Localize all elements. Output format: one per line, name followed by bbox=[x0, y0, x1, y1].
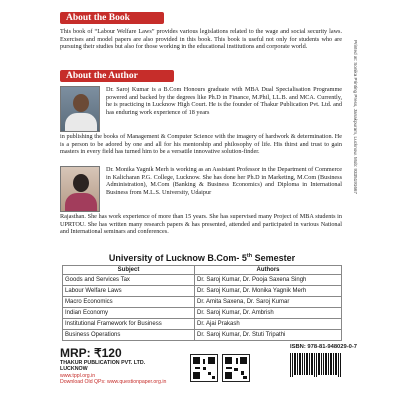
mrp-price: MRP: ₹120 bbox=[60, 346, 122, 360]
subjects-table bbox=[62, 265, 342, 341]
header-subject: Subject bbox=[63, 266, 195, 275]
about-author-heading: About the Author bbox=[60, 70, 174, 82]
table-title-suffix: Semester bbox=[252, 253, 296, 263]
authors-cell: Dr. Saroj Kumar, Dr. Ambrish bbox=[195, 308, 342, 319]
table-row bbox=[63, 308, 342, 319]
footer-publisher-block bbox=[60, 346, 200, 385]
table-row bbox=[63, 297, 342, 308]
authors-cell: Dr. Saroj Kumar, Dr. Monika Yagnik Merh bbox=[195, 286, 342, 297]
printer-side-text: Printed at: Sonika Printing Press, Janakpuram, Lucknow. Mob: 9335191667 bbox=[353, 40, 358, 194]
subject-cell: Indian Economy bbox=[63, 308, 195, 319]
author2-bio-continued: Rajasthan. She has work experience of more than 15 years. She has supervised many Project of MBA students in UPRTOU. She has written many research papers & has presented, attended and participated in various National and International seminars and conferences. bbox=[60, 213, 342, 236]
table-header-row bbox=[63, 266, 342, 275]
publisher-city: LUCKNOW bbox=[60, 366, 88, 373]
qr-code-icon[interactable] bbox=[222, 354, 250, 382]
barcode-icon bbox=[288, 352, 344, 382]
about-book-heading: About the Book bbox=[60, 12, 164, 24]
table-row bbox=[63, 286, 342, 297]
table-title-prefix: University of Lucknow B.Com- 5 bbox=[108, 253, 247, 263]
website-link[interactable]: www.tppl.org.in bbox=[60, 372, 96, 379]
author1-bio-continued: in publishing the books of Management & Computer Science with the imagery of hardwork & determination. He is a person to be adored by one and all for his mentorship and philosophy of life. His thirst and trust to gain masters in every field has turned him to be a versatile innovative solution-finder. bbox=[60, 133, 342, 156]
authors-cell: Dr. Saroj Kumar, Dr. Pooja Saxena Singh bbox=[195, 275, 342, 286]
author1-bio: Dr. Saroj Kumar is a B.Com Honours graduate with MBA Dual Specialisation Programme powered and backed by the degrees like Ph.D in Finance, M.Phil, LL.B. and MCA. Currently, he is practicing in Lucknow High Court. He is the founder of Thakur Publication Pvt. Ltd. and has enduring work experience of 18 years bbox=[106, 86, 342, 116]
isbn-label: ISBN: 978-81-948029-0-7 bbox=[290, 344, 358, 350]
table-row bbox=[63, 275, 342, 286]
subject-cell: Business Operations bbox=[63, 330, 195, 341]
authors-cell: Dr. Ajai Prakash bbox=[195, 319, 342, 330]
download-qps-link[interactable]: Download Old QPs: www.questionpaper.org.in bbox=[60, 379, 167, 386]
table-row bbox=[63, 319, 342, 330]
subject-cell: Goods and Services Tax bbox=[63, 275, 195, 286]
author-photo-monika-yagnik-merh bbox=[60, 166, 100, 212]
subject-cell: Institutional Framework for Business bbox=[63, 319, 195, 330]
subject-cell: Macro Economics bbox=[63, 297, 195, 308]
publisher-name: THAKUR PUBLICATION PVT. LTD. bbox=[60, 360, 146, 366]
table-row bbox=[63, 330, 342, 341]
subject-cell: Labour Welfare Laws bbox=[63, 286, 195, 297]
header-authors: Authors bbox=[195, 266, 342, 275]
table-title bbox=[62, 253, 342, 263]
table-title-superscript: th bbox=[246, 253, 253, 259]
author-photo-saroj-kumar bbox=[60, 86, 100, 132]
authors-cell: Dr. Saroj Kumar, Dr. Stuti Tripathi bbox=[195, 330, 342, 341]
authors-cell: Dr. Amita Saxena, Dr. Saroj Kumar bbox=[195, 297, 342, 308]
qr-code-icon[interactable] bbox=[190, 354, 218, 382]
about-book-paragraph: This book of “Labour Welfare Laws” provides various legislations related to the wage and social security laws. Exercises and model papers are also provided in this book. This book is useful not only for students who are pursuing their studies but also for those working in the educational institutions and corporate world. bbox=[60, 28, 342, 51]
author2-bio: Dr. Monika Yagnik Merh is working as an Assistant Professor in the Department of Commerce in Kalicharan P.G. College, Lucknow. She has done her Ph.D in Marketing, M.Com (Business Administration), M.Com (Banking & Business Economics) and Diploma in International Business from M.L.S. University, Udaipur bbox=[106, 166, 342, 196]
